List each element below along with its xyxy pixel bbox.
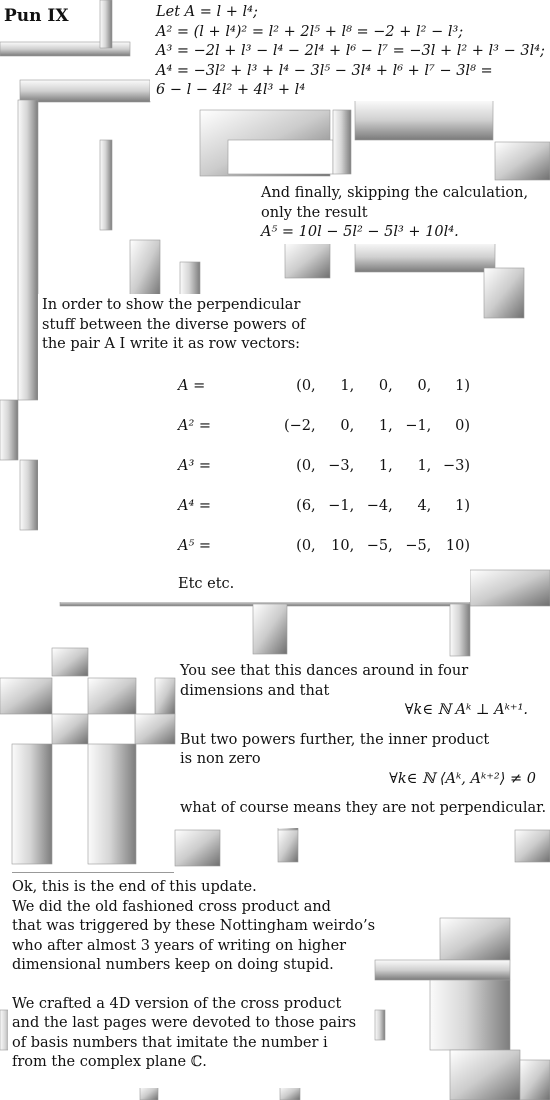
ending-line: that was triggered by these Nottingham weirdo’s <box>12 918 376 934</box>
intro-line: A⁴ = −3l² + l³ + l⁴ − 3l⁵ − 3l⁴ + l⁶ + l⁷ − 3l⁸ = <box>156 62 493 79</box>
dance-block <box>176 660 547 828</box>
ending-line: from the complex plane ℂ. <box>12 1054 207 1070</box>
vector-component: −3, <box>328 457 355 474</box>
vector-component: 1) <box>455 497 470 514</box>
ending-line: We crafted a 4D version of the cross product <box>12 995 342 1012</box>
dance-line: dimensions and that <box>180 682 330 699</box>
vector-row <box>178 527 470 567</box>
dance-line: is non zero <box>180 751 261 767</box>
vector-label: A³ = <box>178 457 212 474</box>
vector-label: A² = <box>178 417 212 434</box>
vector-component: 1, <box>378 417 393 434</box>
vector-component: 0, <box>340 417 355 434</box>
ending-line: of basis numbers that imitate the number i <box>12 1034 328 1051</box>
vector-component: −5, <box>366 537 393 554</box>
vector-component: −4, <box>366 497 393 514</box>
vector-component: 1) <box>455 377 470 394</box>
ending-block <box>8 876 374 1088</box>
ending-line: who after almost 3 years of writing on higher <box>12 937 347 954</box>
ending-line: and the last pages were devoted to those pairs <box>12 1015 357 1031</box>
row-vector-table <box>178 367 470 567</box>
finally-line: only the result <box>261 204 368 221</box>
page-title: Pun IX <box>4 6 69 26</box>
vector-label: A⁵ = <box>178 537 212 554</box>
perp-line: stuff between the diverse powers of <box>42 316 306 333</box>
vector-component: −3) <box>442 457 470 474</box>
vector-component: 10) <box>445 537 470 554</box>
footnote-rule <box>12 872 174 873</box>
intro-line: A³ = −2l + l³ − l⁴ − 2l⁴ + l⁶ − l⁷ = −3l + l² + l³ − 3l⁴; <box>156 43 545 59</box>
vector-component: 0, <box>417 377 432 394</box>
perp-line: the pair A I write it as row vectors: <box>42 336 301 352</box>
vector-component: 0, <box>378 377 393 394</box>
vector-component: −1, <box>328 497 355 514</box>
vector-component: 10, <box>331 537 355 554</box>
dance-line: You see that this dances around in four <box>180 663 469 679</box>
dance-line: But two powers further, the inner product <box>180 731 490 748</box>
vector-component: −1, <box>405 417 432 434</box>
dance-line: what of course means they are not perpendicular. <box>180 800 547 816</box>
vector-component: (0, <box>296 377 316 394</box>
vector-component: 1, <box>417 457 432 474</box>
inner-product-formula: ∀k∈ ℕ ⟨Aᵏ, Aᵏ⁺²⟩ ≠ 0 <box>389 770 536 787</box>
vector-row <box>178 367 470 407</box>
vector-label: A = <box>178 377 206 394</box>
vector-row <box>178 447 470 487</box>
vector-component: (0, <box>296 537 316 554</box>
ending-line: dimensional numbers keep on doing stupid. <box>12 957 334 973</box>
intro-block <box>150 2 550 101</box>
vector-component: 4, <box>417 497 432 514</box>
vector-component: (6, <box>296 497 316 514</box>
intro-line: A² = (l + l⁴)² = l² + 2l⁵ + l⁸ = −2 + l² − l³; <box>156 23 464 40</box>
vector-label: A⁴ = <box>178 497 212 514</box>
vector-component: 1, <box>378 457 393 474</box>
intro-line: 6 − l − 4l² + 4l³ + l⁴ <box>156 82 306 98</box>
finally-formula: A⁵ = 10l − 5l² − 5l³ + 10l⁴. <box>261 224 459 240</box>
etc-text: Etc etc. <box>178 575 235 592</box>
finally-line: And finally, skipping the calculation, <box>261 185 529 201</box>
vector-component: (−2, <box>284 417 316 434</box>
intro-line: Let A = l + l⁴; <box>156 4 258 20</box>
vector-component: (0, <box>296 457 316 474</box>
perp-line: In order to show the perpendicular <box>42 297 301 313</box>
vector-row <box>178 487 470 527</box>
perp-block <box>38 294 470 602</box>
ending-line: We did the old fashioned cross product and <box>12 898 331 915</box>
finally-block <box>255 182 536 244</box>
vector-component: 0) <box>455 417 470 434</box>
ending-line: Ok, this is the end of this update. <box>12 879 257 895</box>
vector-component: −5, <box>405 537 432 554</box>
vector-row <box>178 407 470 447</box>
orthogonality-formula: ∀k∈ ℕ Aᵏ ⊥ Aᵏ⁺¹. <box>404 702 528 718</box>
vector-component: 1, <box>340 377 355 394</box>
